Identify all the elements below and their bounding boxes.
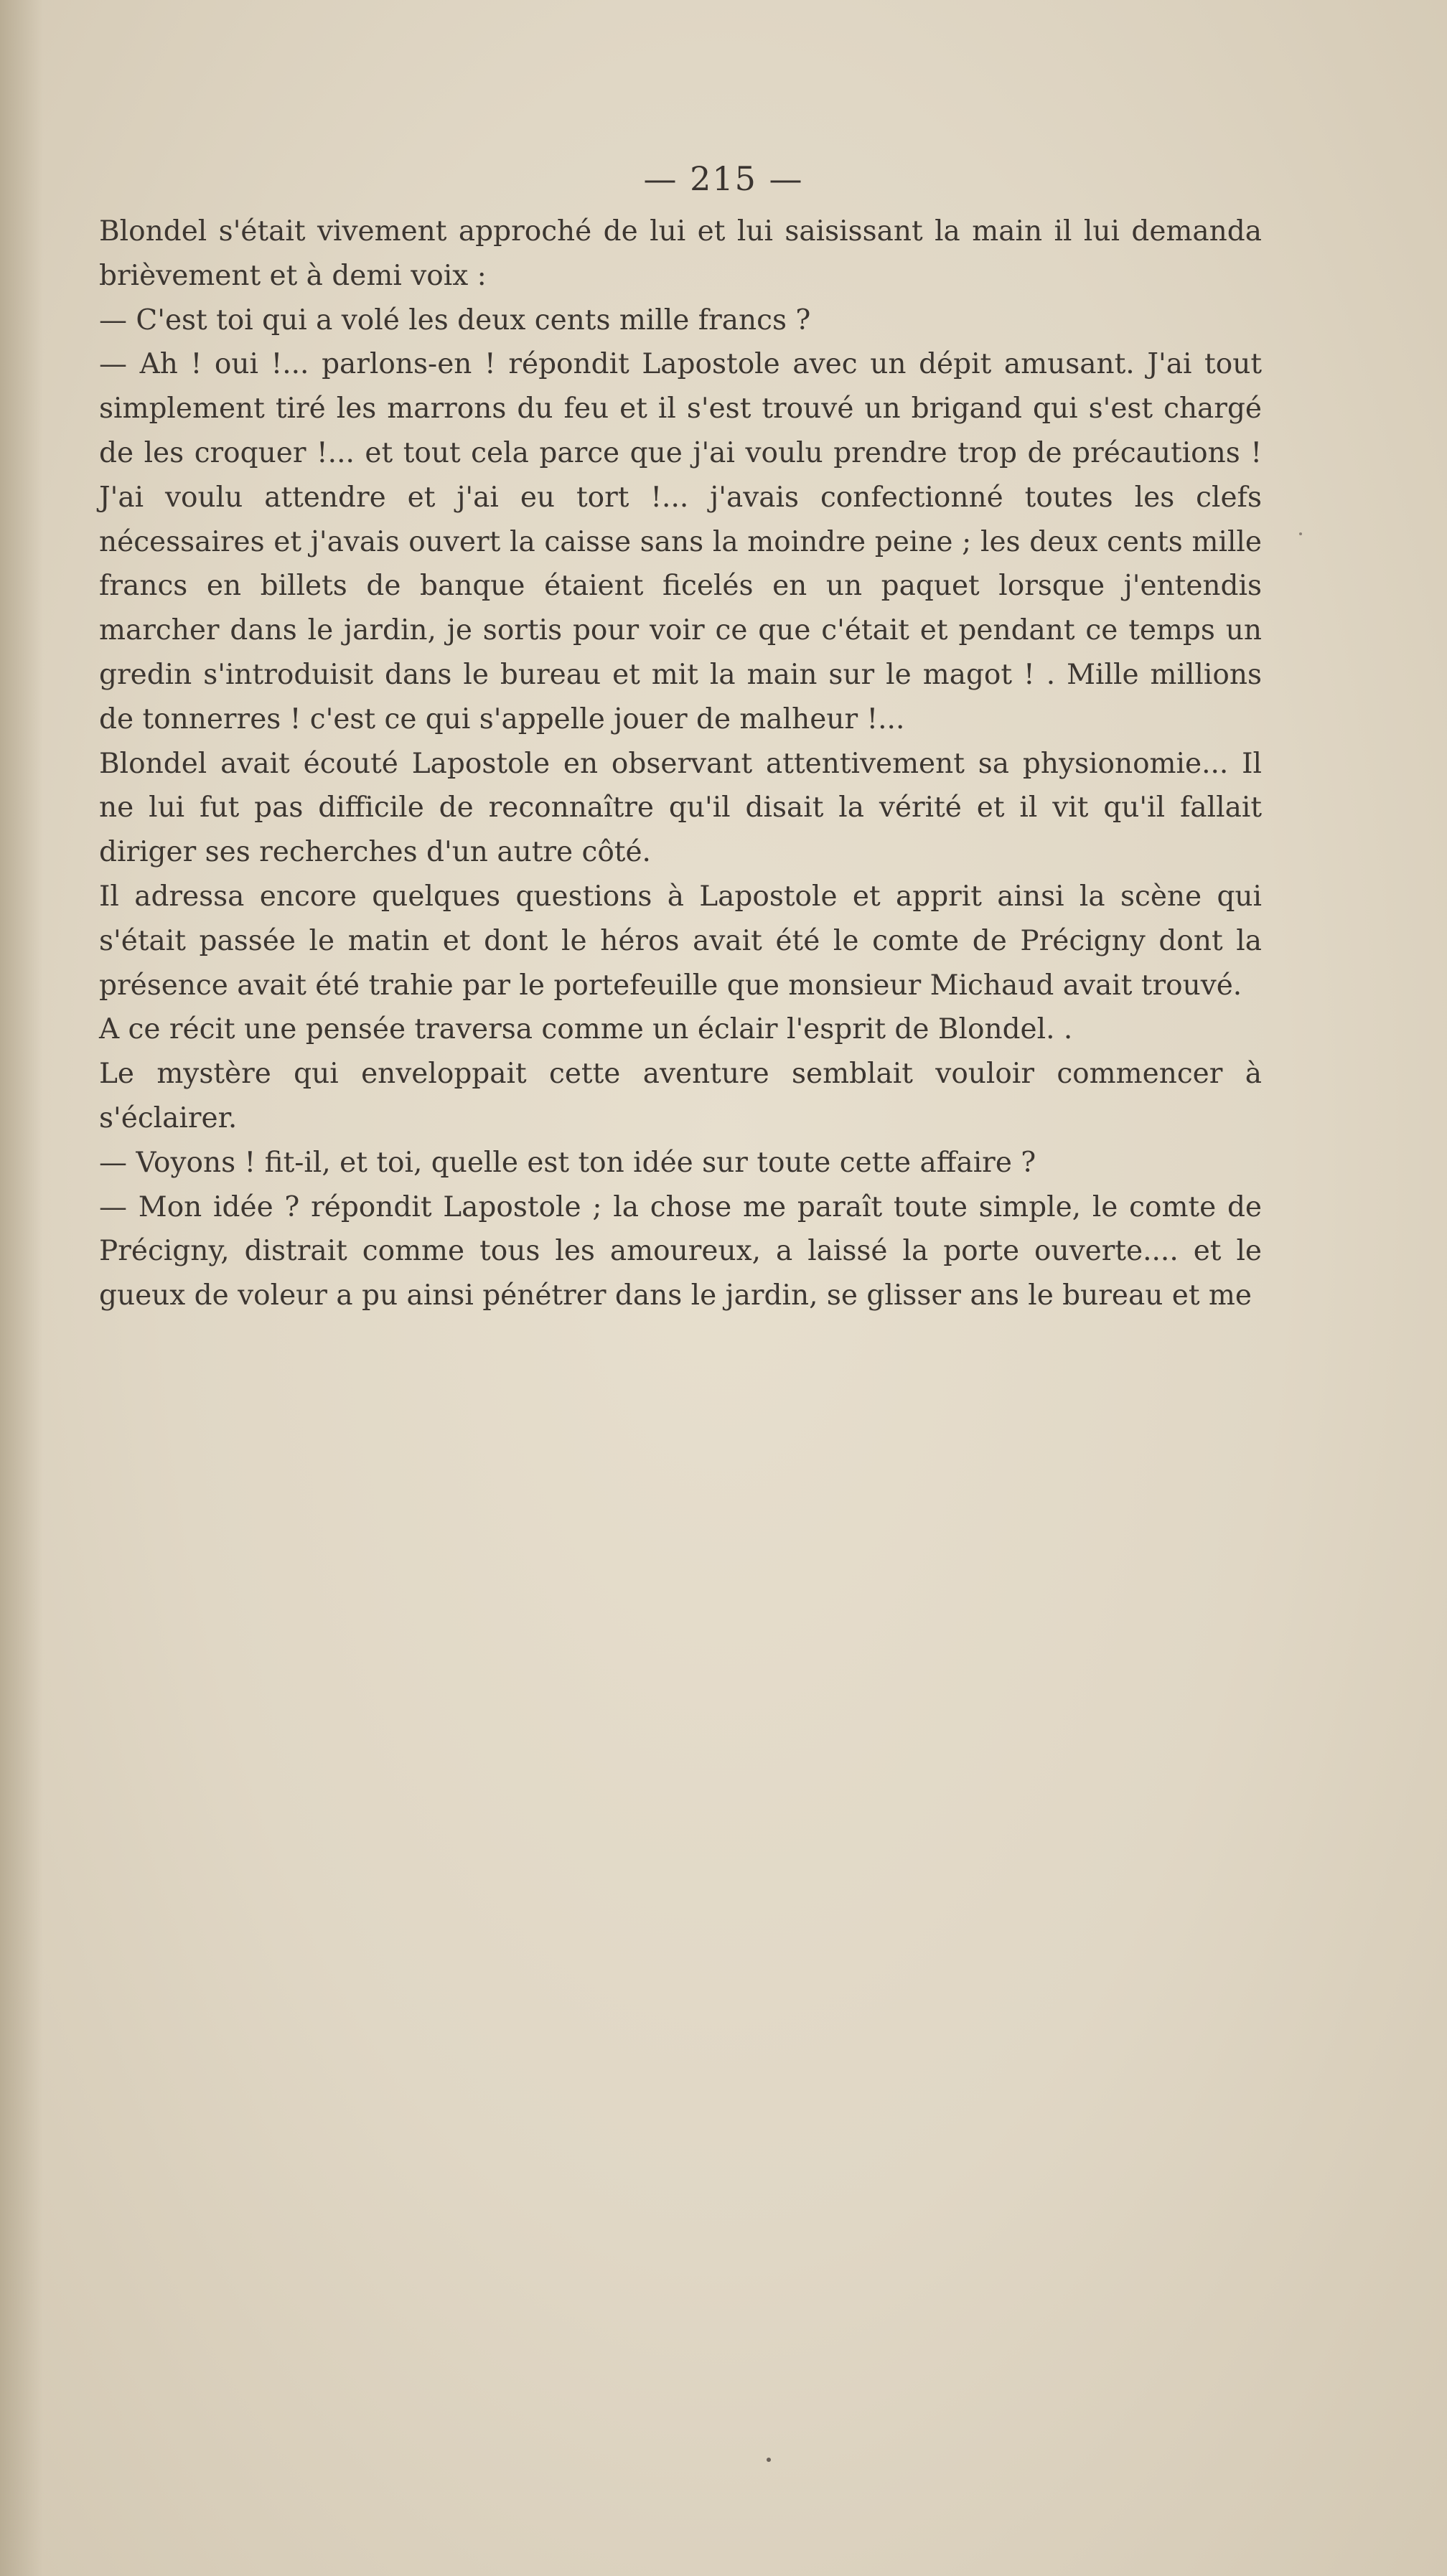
ink-speck bbox=[767, 2458, 771, 2462]
paragraph: — Ah ! oui !... parlons-en ! répondit Lapostole avec un dépit amusant. J'ai tout simplement tiré les marrons du feu et il s'est trouvé un brigand qui s'est chargé de les croquer !... et tout cela parce que j'ai voulu prendre trop de précautions ! J'ai voulu attendre et j'ai eu tort !... j'avais confectionné toutes les clefs nécessaires et j'avais ouvert la caisse sans la moindre peine ; les deux cents mille francs en billets de banque étaient ficelés en un paquet lorsque j'entendis marcher dans le jardin, je sortis pour voir ce que c'était et pendant ce temps un gredin s'introduisit dans le bureau et mit la main sur le magot ! . Mille millions de tonnerres ! c'est ce qui s'appelle jouer de malheur !... bbox=[99, 348, 1262, 735]
body-text bbox=[99, 210, 1262, 1318]
ink-speck bbox=[1299, 532, 1302, 535]
paragraph: Blondel avait écouté Lapostole en observant attentivement sa physionomie... Il ne lui fut pas difficile de reconnaître qu'il disait la vérité et il vit qu'il fallait diriger ses recherches d'un autre côté. bbox=[99, 747, 1262, 869]
paragraph: — Mon idée ? répondit Lapostole ; la chose me paraît toute simple, le comte de Précigny, distrait comme tous les amoureux, a laissé la porte ouverte.... et le gueux de voleur a pu ainsi pénétrer dans le jardin, se glisser ans le bureau et me bbox=[99, 1190, 1262, 1312]
paragraph: Il adressa encore quelques questions à Lapostole et apprit ainsi la scène qui s'était passée le matin et dont le héros avait été le comte de Précigny dont la présence avait été trahie par le portefeuille que monsieur Michaud avait trouvé. bbox=[99, 880, 1262, 1002]
page-number: — 215 — bbox=[643, 159, 804, 198]
paragraph: — C'est toi qui a volé les deux cents mille francs ? bbox=[99, 304, 811, 337]
paragraph: Blondel s'était vivement approché de lui et lui saisissant la main il lui demanda brièvement et à demi voix : bbox=[99, 215, 1262, 292]
paragraph: Le mystère qui enveloppait cette aventure semblait vouloir commencer à s'éclairer. bbox=[99, 1058, 1262, 1134]
paragraph: A ce récit une pensée traversa comme un éclair l'esprit de Blondel. . bbox=[99, 1013, 1073, 1046]
paragraph: — Voyons ! fit-il, et toi, quelle est ton idée sur toute cette affaire ? bbox=[99, 1146, 1036, 1179]
